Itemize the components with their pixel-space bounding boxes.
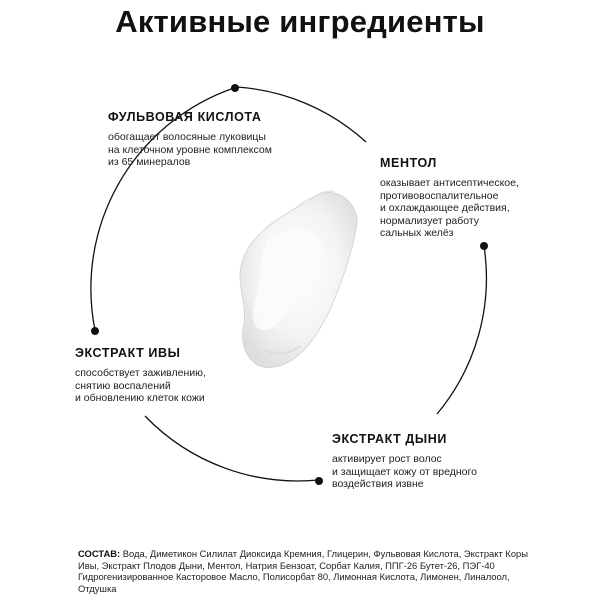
- ingredient-fulvic-acid: [108, 110, 308, 169]
- ingredient-name: ФУЛЬВОВАЯ КИСЛОТА: [108, 110, 262, 124]
- ingredient-name: ЭКСТРАКТ ДЫНИ: [332, 432, 447, 446]
- ingredient-menthol: [380, 156, 560, 240]
- ingredient-willow-extract: [75, 346, 275, 405]
- ingredient-description: способствует заживлению, снятию воспалений и обновлению клеток кожи: [75, 367, 206, 404]
- composition-text: [78, 548, 528, 594]
- composition-list: Вода, Диметикон Силилат Диоксида Кремния, Глицерин, Фульвовая Кислота, Экстракт Коры Ивы, Экстракт Плодов Дыни, Ментол, Натрия Бензоат, Сорбат Калия, ППГ-26 Бутет-26, ПЭГ-40 Гидрогенизированное Касторовое Масло, Полисорбат 80, Лимонная Кислота, Лимонен, Линалоол, Отдушка: [78, 548, 529, 594]
- ingredient-description: обогащает волосяные луковицы на клеточном уровне комплексом из 65 минералов: [108, 131, 272, 168]
- ingredient-description: активирует рост волос и защищает кожу от вредного воздействия извне: [332, 453, 477, 490]
- page-title: Активные ингредиенты: [115, 4, 485, 39]
- ingredient-name: ЭКСТРАКТ ИВЫ: [75, 346, 181, 360]
- composition-label: СОСТАВ:: [78, 548, 121, 559]
- ingredient-name: МЕНТОЛ: [380, 156, 437, 170]
- ingredient-description: оказывает антисептическое, противовоспалительное и охлаждающее действия, нормализует работу сальных желёз: [380, 177, 519, 239]
- ingredient-melon-extract: [332, 432, 532, 491]
